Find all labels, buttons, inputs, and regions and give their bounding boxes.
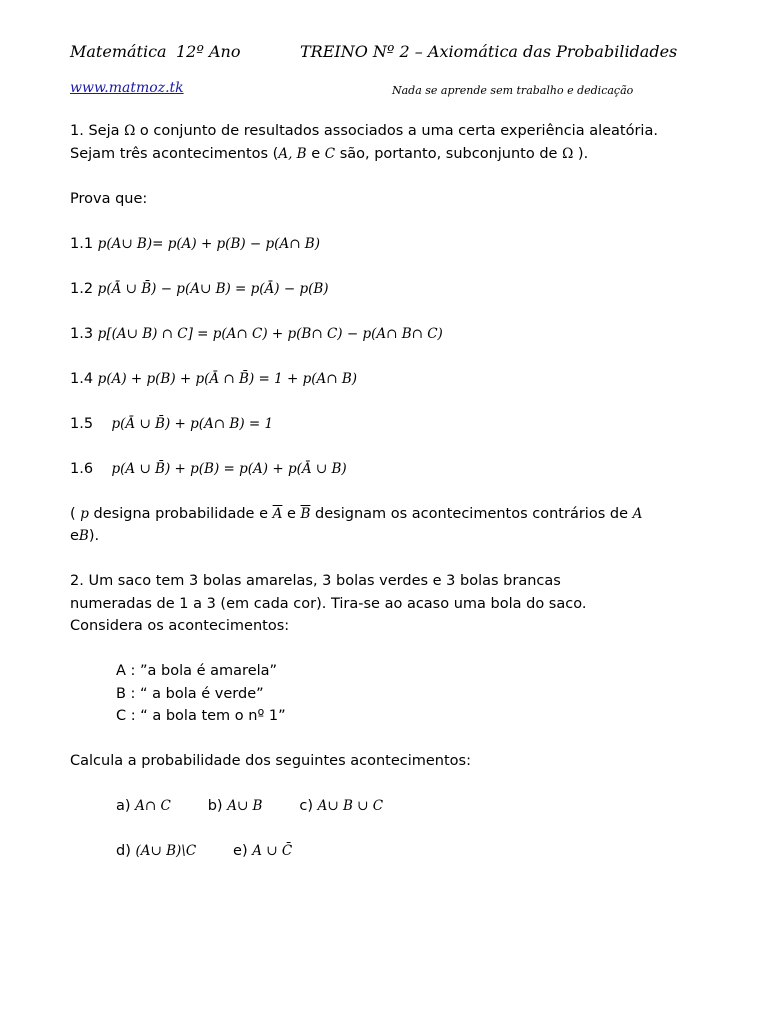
proof-item — [70, 233, 660, 256]
part-label: e) — [233, 843, 248, 859]
omega-symbol: Ω — [124, 123, 136, 139]
note-p: p — [80, 505, 89, 522]
proof-item — [70, 458, 660, 481]
prove-label: Prova que: — [70, 190, 148, 207]
proof-item — [70, 413, 660, 436]
proof-item-expression: p(A ∪ B̄) + p(B) = p(A) + p(Ā ∪ B) — [111, 460, 347, 477]
proof-item-expression: p(Ā ∪ B̄) − p(A∪ B) = p(Ā) − p(B) — [97, 280, 329, 297]
header-line — [70, 42, 690, 66]
note-close: ). — [88, 528, 100, 544]
part-expression: A ∪ C̄ — [252, 843, 293, 859]
proof-item-expression: p(Ā ∪ B̄) + p(A∩ B) = 1 — [111, 415, 274, 432]
note-b-complement: $\overline{B}$ — [300, 505, 311, 522]
proof-item-expression: p(A) + p(B) + p(Ā ∩ B̄) = 1 + p(A∩ B) — [97, 370, 358, 387]
intro-text-b: o conjunto de resultados associados a uma certa experiência aleatória. — [139, 123, 658, 139]
part-expression: A∪ B — [227, 798, 263, 814]
proof-item-expression: p[(A∪ B) ∩ C] = p(A∩ C) + p(B∩ C) − p(A∩ B∩ C) — [97, 325, 443, 342]
exercise1-number: 1. — [70, 123, 84, 139]
worksheet-title: TREINO Nº 2 – Axiomática das Probabilidades — [300, 42, 678, 61]
event-definition: B : “ a bola é verde” — [116, 685, 264, 702]
part-label: d) — [116, 843, 131, 859]
event-definition: C : “ a bola tem o nº 1” — [116, 708, 286, 724]
note-a-complement: $\overline{A}$ — [272, 505, 283, 522]
proof-item-number: 1.6 — [70, 460, 94, 477]
events-and: e — [311, 145, 321, 162]
worksheet-content — [70, 120, 660, 863]
exercise1-events-line — [70, 143, 660, 166]
subheader-line — [70, 80, 690, 100]
calc-instruction: Calcula a probabilidade dos seguintes acontecimentos: — [70, 753, 471, 769]
part-expression: A∪ B ∪ C — [317, 798, 384, 814]
intro-text-a: Seja — [88, 123, 120, 139]
exercise1-intro — [70, 120, 660, 143]
proof-item-number: 1.3 — [70, 325, 94, 342]
part-expression: (A∪ B)\C — [135, 843, 197, 859]
note-text-c: designam os acontecimentos contrários de — [315, 505, 628, 522]
note-and: e — [286, 505, 296, 522]
exercise2-line1: Um saco tem 3 bolas amarelas, 3 bolas verdes e 3 bolas brancas — [88, 573, 561, 589]
events-text-a: Sejam três acontecimentos ( — [70, 145, 279, 162]
note-text-b: designa probabilidade e — [93, 505, 268, 522]
year-label: 12º Ano — [176, 42, 241, 61]
events-end: ). — [577, 145, 589, 162]
parts-row-1 — [70, 795, 660, 818]
part-label: c) — [299, 798, 313, 814]
exercise2-number: 2. — [70, 573, 84, 589]
proof-item-number: 1.4 — [70, 370, 94, 387]
parts-row-2 — [70, 840, 660, 863]
subject-label: Matemática — [70, 42, 167, 61]
proof-item-expression: p(A∪ B)= p(A) + p(B) − p(A∩ B) — [97, 235, 320, 252]
note-b: B — [78, 528, 89, 544]
notation-note — [70, 503, 660, 548]
part-label: a) — [116, 798, 131, 814]
events-text-b: são, portanto, subconjunto de — [339, 145, 558, 162]
events-var-c: C — [324, 145, 336, 162]
event-definition: A : ”a bola é amarela” — [116, 663, 278, 679]
part-label: b) — [207, 798, 223, 814]
note-and-2: e — [70, 528, 79, 544]
website-link[interactable]: www.matmoz.tk — [70, 80, 184, 96]
note-open: ( — [70, 505, 76, 522]
part-expression: A∩ C — [135, 798, 171, 814]
exercise2-line2: numeradas de 1 a 3 (em cada cor). Tira-se ao acaso uma bola do saco. — [70, 595, 587, 612]
proof-item-number: 1.1 — [70, 235, 94, 252]
proof-item — [70, 278, 660, 301]
proof-item-number: 1.5 — [70, 415, 94, 432]
exercise2-line3: Considera os acontecimentos: — [70, 618, 290, 634]
proof-item — [70, 368, 660, 391]
proof-item-number: 1.2 — [70, 280, 94, 297]
exercise2-text — [70, 570, 660, 593]
note-a: A — [632, 505, 643, 522]
proof-item — [70, 323, 660, 346]
motto-text: Nada se aprende sem trabalho e dedicação — [392, 84, 634, 97]
omega-symbol-2: Ω — [562, 145, 574, 162]
events-vars: A, B — [278, 145, 307, 162]
